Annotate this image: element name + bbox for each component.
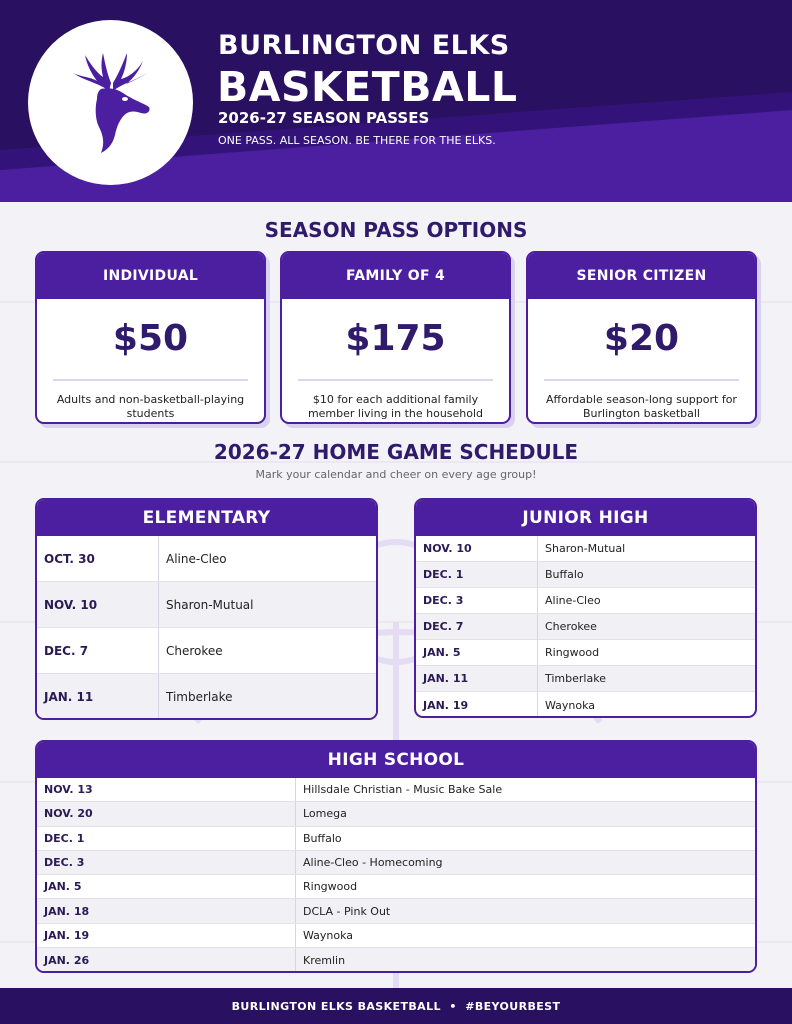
elementary-schedule-card: [35, 498, 378, 720]
divider: [544, 379, 739, 381]
pass-name: INDIVIDUAL: [37, 253, 264, 299]
game-opponent: Timberlake: [545, 672, 606, 685]
table-row: [37, 582, 376, 628]
table-row: [37, 628, 376, 674]
game-opponent: Waynoka: [303, 928, 354, 942]
schedule-heading: 2026-27 HOME GAME SCHEDULE: [213, 440, 579, 464]
footer-text: BURLINGTON ELKS BASKETBALL • #BEYOURBEST: [231, 999, 561, 1013]
table-row: [37, 802, 755, 826]
pass-description: Affordable season-long support for Burlington basketball: [546, 393, 737, 420]
pass-card-senior: [526, 251, 757, 424]
elk-head-icon: [51, 43, 171, 163]
divider: [298, 379, 493, 381]
game-opponent: Ringwood: [545, 646, 600, 659]
pass-price: $50: [112, 318, 189, 359]
junior-high-schedule-card: [414, 498, 757, 718]
game-opponent: Sharon-Mutual: [545, 542, 626, 555]
header-title-line1: BURLINGTON ELKS: [218, 30, 510, 61]
game-date: JAN. 19: [37, 924, 296, 947]
pass-price: $20: [603, 318, 680, 359]
card-title: HIGH SCHOOL: [37, 742, 755, 778]
game-date: NOV. 10: [416, 536, 538, 561]
game-date: JAN. 5: [416, 640, 538, 665]
header-banner: [0, 0, 792, 202]
game-opponent: Kremlin: [303, 953, 346, 967]
table-row: [37, 948, 755, 972]
table-row: [416, 692, 755, 718]
high-school-games-list: [37, 778, 755, 972]
table-row: [416, 640, 755, 666]
header-tagline: ONE PASS. ALL SEASON. BE THERE FOR THE ELKS.: [218, 134, 496, 147]
table-row: [37, 899, 755, 923]
pass-name: FAMILY OF 4: [282, 253, 509, 299]
table-row: [416, 562, 755, 588]
game-date: OCT. 30: [37, 536, 159, 581]
game-opponent: Waynoka: [545, 698, 596, 712]
pass-card-family: [280, 251, 511, 424]
table-row: [416, 666, 755, 692]
game-opponent: Timberlake: [166, 690, 233, 704]
game-date: NOV. 20: [37, 802, 296, 825]
pass-description: Adults and non-basketball-playing students: [56, 393, 245, 420]
game-opponent: Ringwood: [303, 880, 358, 894]
table-row: [37, 875, 755, 899]
table-row: [37, 778, 755, 802]
game-date: DEC. 1: [37, 827, 296, 850]
divider: [53, 379, 248, 381]
card-title: JUNIOR HIGH: [416, 500, 755, 536]
junior-high-games-list: [416, 536, 755, 718]
game-opponent: Buffalo: [303, 831, 342, 845]
table-row: [37, 827, 755, 851]
game-date: DEC. 3: [416, 588, 538, 613]
table-row: [416, 536, 755, 562]
game-opponent: Buffalo: [545, 568, 584, 581]
game-date: JAN. 18: [37, 899, 296, 922]
game-date: DEC. 7: [37, 628, 159, 673]
pass-description: $10 for each additional family member living in the household: [307, 393, 484, 420]
season-pass-heading: SEASON PASS OPTIONS: [264, 218, 528, 242]
game-date: JAN. 11: [416, 666, 538, 691]
game-opponent: Cherokee: [545, 620, 597, 633]
table-row: [416, 588, 755, 614]
game-date: JAN. 26: [37, 948, 296, 972]
game-date: DEC. 7: [416, 614, 538, 639]
card-title: ELEMENTARY: [37, 500, 376, 536]
table-row: [37, 924, 755, 948]
game-opponent: Aline-Cleo: [166, 551, 227, 566]
pass-name: SENIOR CITIZEN: [528, 253, 755, 299]
table-row: [37, 536, 376, 582]
game-opponent: Sharon-Mutual: [166, 597, 254, 612]
high-school-schedule-card: [35, 740, 757, 973]
game-date: JAN. 5: [37, 875, 296, 898]
game-opponent: Hillsdale Christian - Music Bake Sale: [303, 783, 503, 797]
logo-badge: [28, 20, 193, 185]
game-date: NOV. 13: [37, 778, 296, 801]
elementary-games-list: [37, 536, 376, 720]
pass-price: $175: [345, 318, 446, 359]
game-opponent: DCLA - Pink Out: [303, 904, 391, 918]
table-row: [416, 614, 755, 640]
game-opponent: Lomega: [303, 807, 347, 821]
game-opponent: Aline-Cleo - Homecoming: [303, 856, 443, 870]
header-subtitle: 2026-27 SEASON PASSES: [218, 109, 430, 127]
game-date: JAN. 11: [37, 674, 159, 720]
schedule-subtitle: Mark your calendar and cheer on every age group!: [255, 468, 537, 481]
game-date: DEC. 3: [37, 851, 296, 874]
footer-bar: [0, 988, 792, 1024]
game-opponent: Cherokee: [166, 643, 223, 658]
game-date: NOV. 10: [37, 582, 159, 627]
pass-card-individual: [35, 251, 266, 424]
game-opponent: Aline-Cleo: [545, 594, 601, 607]
header-title-line2: BASKETBALL: [217, 63, 518, 111]
game-date: JAN. 19: [416, 692, 538, 718]
game-date: DEC. 1: [416, 562, 538, 587]
table-row: [37, 851, 755, 875]
table-row: [37, 674, 376, 720]
